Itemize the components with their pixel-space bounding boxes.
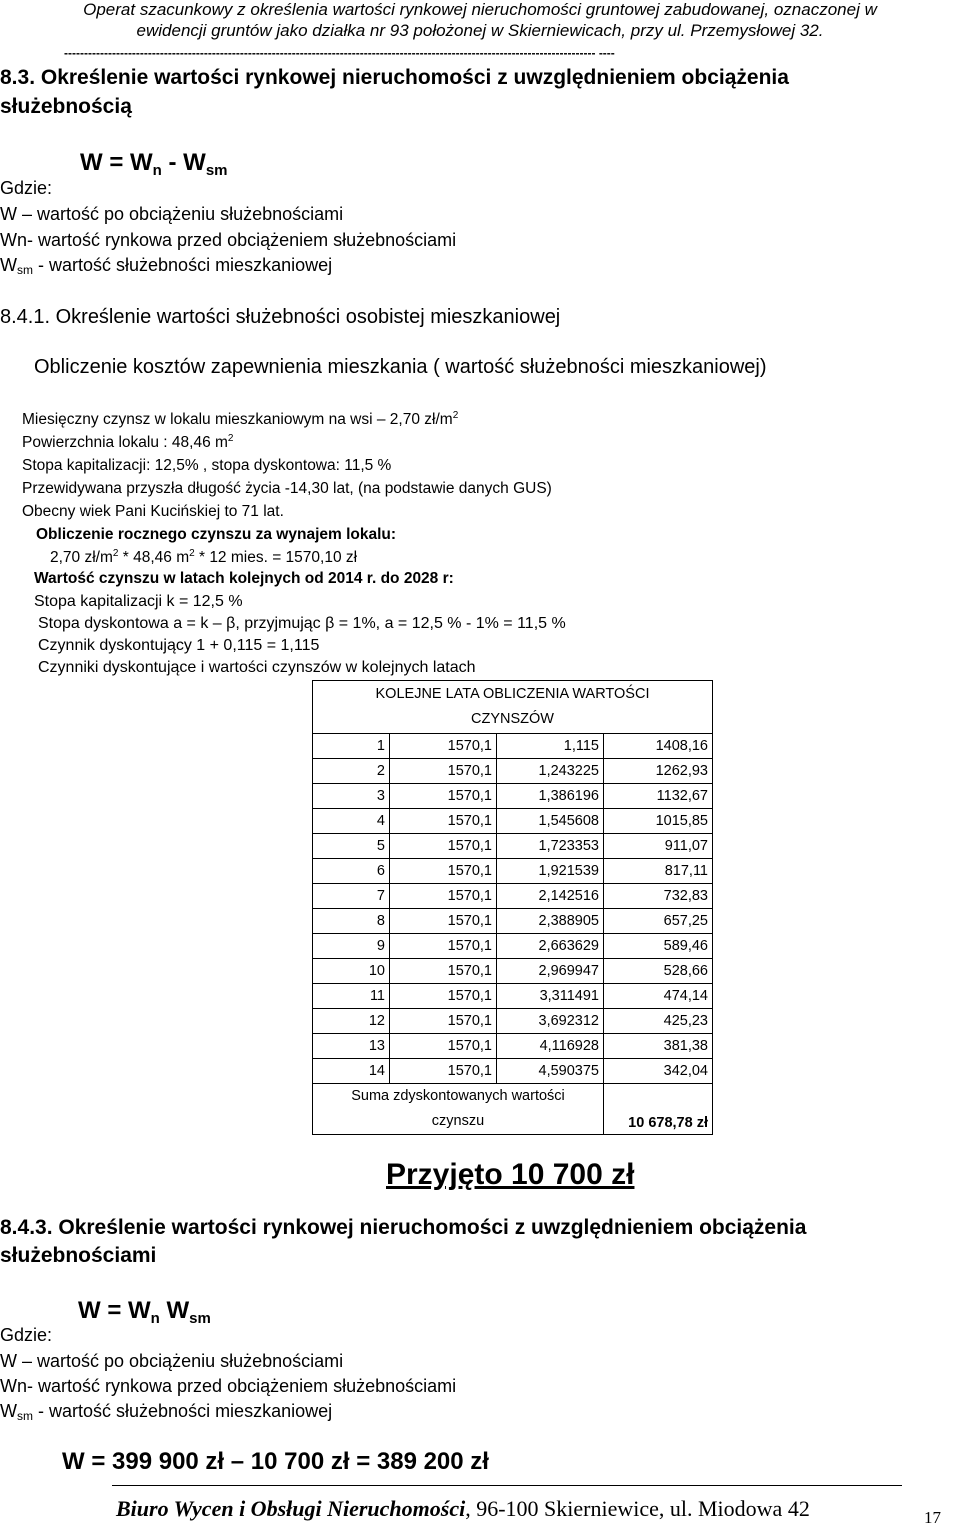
year-cell: 3 [313,784,390,809]
section-8-4-1-subtitle: Obliczenie kosztów zapewnienia mieszkania ( wartość służebności mieszkaniowej) [34,356,767,378]
definition-wn-1: Wn- wartość rynkowa przed obciążeniem służebnościami [0,230,457,250]
rent-cell: 1570,1 [390,984,497,1009]
rent-cell: 1570,1 [390,959,497,984]
footer-text: Biuro Wycen i Obsługi Nieruchomości, 96-100 Skierniewice, ul. Miodowa 42 [116,1496,810,1521]
value-cell: 911,07 [604,834,713,859]
table-row [313,1034,713,1059]
value-cell: 817,11 [604,859,713,884]
value-cell: 474,14 [604,984,713,1009]
section-8-3-title-line1: 8.3. Określenie wartości rynkowej nieruchomości z uwzględnieniem obciążenia [0,66,789,89]
factors-title-line: Czynniki dyskontujące i wartości czynszów w kolejnych latach [38,659,476,676]
value-cell: 528,66 [604,959,713,984]
final-result: W = 399 900 zł – 10 700 zł = 389 200 zł [62,1448,489,1475]
year-cell: 9 [313,934,390,959]
factor-cell: 2,969947 [497,959,604,984]
rent-cell: 1570,1 [390,734,497,759]
table-row [313,909,713,934]
factor-cell: 2,663629 [497,934,604,959]
year-cell: 4 [313,809,390,834]
monthly-rent-line: Miesięczny czynsz w lokalu mieszkaniowym na wsi – 2,70 $zł/m^2$ [22,410,459,428]
header-line-2: ewidencji gruntów jako działka nr 93 położonej w Skierniewicach, przy ul. Przemysłowej 32. [136,21,824,40]
factor-cell: 3,692312 [497,1009,604,1034]
year-cell: 11 [313,984,390,1009]
factor-cell: 3,311491 [497,984,604,1009]
cap-rate-line: Stopa kapitalizacji k = 12,5 % [34,593,243,610]
section-8-3-title-line2: służebnością [0,95,132,118]
value-cell: 381,38 [604,1034,713,1059]
discount-rate-line: Stopa dyskontowa a = k – β, przyjmując β = 1%, a = 12,5 % - 1% = 11,5 % [38,615,566,632]
sum-label: Suma zdyskontowanych wartości czynszu [313,1084,604,1135]
header-divider: ------------------------------------------------------------------------------------------------------------------------------------- ---- [64,46,615,60]
annual-rent-calc: 2,70 $zł/m^2 * 48,46$ $m^2 * 12$ mies. = 1570,10 zł [50,548,358,566]
table-row [313,784,713,809]
factor-cell: 1,921539 [497,859,604,884]
table-row [313,759,713,784]
definition-wsm-2: $W_{sm}$ - wartość służebności mieszkaniowej [0,1401,333,1423]
year-cell: 14 [313,1059,390,1084]
factor-cell: 2,142516 [497,884,604,909]
factor-cell: 1,545608 [497,809,604,834]
year-cell: 6 [313,859,390,884]
year-cell: 12 [313,1009,390,1034]
factor-cell: 4,590375 [497,1059,604,1084]
rent-cell: 1570,1 [390,909,497,934]
section-8-4-3-title-line2: służebnościami [0,1244,157,1267]
current-age-line: Obecny wiek Pani Kucińskiej to 71 lat. [22,503,284,520]
rent-cell: 1570,1 [390,1009,497,1034]
page-number: 17 [924,1508,941,1527]
table-row [313,1059,713,1084]
value-cell: 425,23 [604,1009,713,1034]
life-expectancy-line: Przewidywana przyszła długość życia -14,30 lat, (na podstawie danych GUS) [22,480,552,497]
year-cell: 10 [313,959,390,984]
year-cell: 1 [313,734,390,759]
where-label-1: Gdzie: [0,178,53,198]
factor-cell: 1,115 [497,734,604,759]
table-header: KOLEJNE LATA OBLICZENIA WARTOŚCI CZYNSZÓW [313,681,713,734]
table-row [313,959,713,984]
rent-discount-table [312,680,713,1135]
sum-value: 10 678,78 zł [604,1084,713,1135]
value-cell: 589,46 [604,934,713,959]
year-cell: 5 [313,834,390,859]
rent-cell: 1570,1 [390,834,497,859]
rent-cell: 1570,1 [390,1059,497,1084]
factor-cell: 1,723353 [497,834,604,859]
value-cell: 1262,93 [604,759,713,784]
value-cell: 1132,67 [604,784,713,809]
table-row [313,934,713,959]
value-cell: 1015,85 [604,809,713,834]
table-row [313,859,713,884]
footer-rule [112,1485,902,1486]
table-row [313,734,713,759]
year-cell: 2 [313,759,390,784]
annual-rent-title: Obliczenie rocznego czynszu za wynajem lokalu: [36,526,397,543]
definition-w-2: W – wartość po obciążeniu służebnościami [0,1351,344,1371]
factor-cell: 1,386196 [497,784,604,809]
rates-line: Stopa kapitalizacji: 12,5% , stopa dyskontowa: 11,5 % [22,457,392,474]
rent-cell: 1570,1 [390,784,497,809]
rent-cell: 1570,1 [390,1034,497,1059]
year-cell: 13 [313,1034,390,1059]
table-row [313,834,713,859]
value-cell: 732,83 [604,884,713,909]
formula-2: $W = W_n$ $W_{sm}$ [78,1297,211,1327]
table-row [313,1009,713,1034]
rent-cell: 1570,1 [390,934,497,959]
discount-factor-line: Czynnik dyskontujący 1 + 0,115 = 1,115 [38,637,320,654]
area-line: Powierzchnia lokalu : 48,46 $m^2$ [22,433,234,451]
table-row [313,809,713,834]
year-cell: 8 [313,909,390,934]
factor-cell: 1,243225 [497,759,604,784]
rent-cell: 1570,1 [390,859,497,884]
section-8-4-1-title: 8.4.1. Określenie wartości służebności osobistej mieszkaniowej [0,306,561,328]
value-cell: 342,04 [604,1059,713,1084]
value-cell: 657,25 [604,909,713,934]
header-line-1: Operat szacunkowy z określenia wartości rynkowej nieruchomości gruntowej zabudowanej, oznaczonej w [83,0,877,19]
factor-cell: 2,388905 [497,909,604,934]
section-8-4-3-title-line1: 8.4.3. Określenie wartości rynkowej nieruchomości z uwzględnieniem obciążenia [0,1216,807,1239]
accepted-value: Przyjęto 10 700 zł [386,1158,635,1191]
where-label-2: Gdzie: [0,1325,53,1345]
definition-wsm-1: $W_{sm}$ - wartość służebności mieszkaniowej [0,255,333,277]
value-cell: 1408,16 [604,734,713,759]
year-cell: 7 [313,884,390,909]
rent-cell: 1570,1 [390,884,497,909]
definition-w-1: W – wartość po obciążeniu służebnościami [0,204,344,224]
factor-cell: 4,116928 [497,1034,604,1059]
rent-cell: 1570,1 [390,759,497,784]
formula-1: $W = W_n - W_{sm}$ [80,149,228,179]
table-row [313,984,713,1009]
table-row [313,884,713,909]
rent-cell: 1570,1 [390,809,497,834]
definition-wn-2: Wn- wartość rynkowa przed obciążeniem służebnościami [0,1376,457,1396]
yearly-rent-title: Wartość czynszu w latach kolejnych od 2014 r. do 2028 r: [34,570,454,587]
